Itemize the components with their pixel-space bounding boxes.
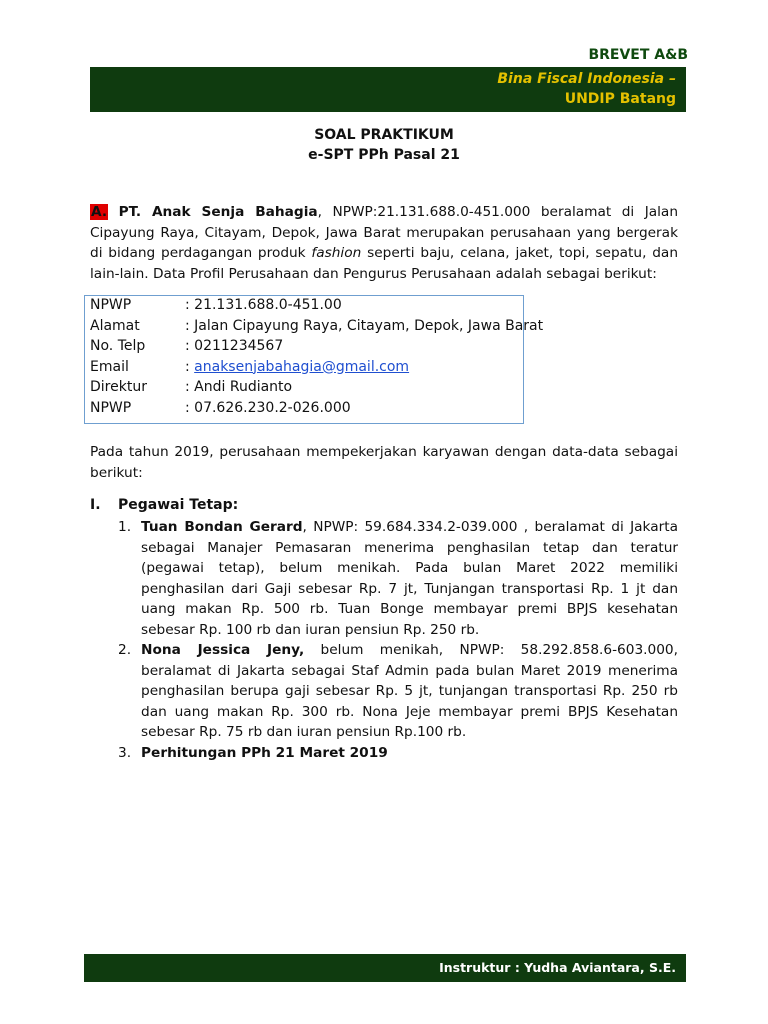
profile-value: : Andi Rudianto (185, 379, 293, 395)
instructor-label: Instruktur : Yudha Aviantara, S.E. (439, 960, 676, 975)
email-prefix: : (185, 358, 195, 375)
item-number: 2. (118, 642, 132, 658)
footer-band (84, 954, 686, 982)
intro-paragraph: Pada tahun 2019, perusahaan mempekerjakan karyawan dengan data-data sebagai berikut: (90, 444, 678, 481)
item-text: belum menikah, NPWP: 58.292.858.6-603.000, beralamat di Jakarta sebagai Staf Admin pada bulan Maret 2019 menerima penghasilan berupa gaji sebesar Rp. 5 jt, tunjangan transportasi Rp. 250 rb dan uang makan Rp. 300 rb. Nona Jeje membayar premi BPJS Kesehatan sebesar Rp. 75 rb dan iuran pensiun Rp.100 rb. (141, 642, 678, 740)
item-text: , NPWP: 59.684.334.2-039.000 , beralamat di Jakarta sebagai Manajer Pemasaran menerima penghasilan tetap dan teratur (pegawai tetap), belum menikah. Pada bulan Maret 2022 memiliki penghasilan dari Gaji sebesar Rp. 7 jt, Tunjangan transportasi Rp. 1 jt dan uang makan Rp. 500 rb. Tuan Bonge membayar premi BPJS kesehatan sebesar Rp. 100 rb dan iuran pensiun Rp. 250 rb. (141, 519, 678, 638)
company-name: PT. Anak Senja Bahagia (118, 204, 318, 220)
profile-key: Alamat (90, 317, 140, 334)
item-number: 3. (118, 745, 132, 761)
section-a-marker: A. (91, 204, 108, 220)
item-name: Tuan Bondan Gerard (141, 519, 303, 535)
profile-key: Email (90, 358, 129, 375)
org-line-2: UNDIP Batang (564, 91, 676, 107)
email-link[interactable]: anaksenjabahagia@gmail.com (194, 358, 410, 375)
profile-value: : 0211234567 (185, 338, 284, 354)
profile-key: Direktur (90, 379, 147, 395)
item-name: Perhitungan PPh 21 Maret 2019 (141, 745, 388, 761)
profile-value-email (185, 359, 409, 375)
profile-value: : Jalan Cipayung Raya, Citayam, Depok, Jawa Barat (185, 317, 544, 334)
profile-value: : 21.131.688.0-451.00 (185, 297, 342, 313)
list-item (118, 743, 678, 764)
brevet-label: BREVET A&B (588, 47, 688, 63)
profile-value: : 07.626.230.2-026.000 (185, 399, 351, 416)
profile-key: No. Telp (90, 338, 146, 354)
page-title: SOAL PRAKTIKUM (314, 127, 454, 143)
list-item (118, 640, 678, 743)
section-label: Pegawai Tetap: (118, 497, 239, 513)
section-a-text-pre: , NPWP:21.131.688.0-451.000 beralamat di Jalan Cipayung Raya, Citayam, Depok, Jawa Barat merupakan perusahaan yang bergerak di bidang perdagangan produk (90, 204, 678, 261)
list-item (118, 517, 678, 640)
header-band (90, 67, 686, 112)
item-name: Nona Jessica Jeny, (141, 642, 305, 658)
fashion-word: fashion (311, 245, 362, 261)
page-subtitle: e-SPT PPh Pasal 21 (308, 147, 460, 163)
section-a-text-post: seperti baju, celana, jaket, topi, sepatu, dan lain-lain. Data Profil Perusahaan dan Pengurus Perusahaan adalah sebagai berikut: (90, 245, 678, 282)
section-number: I. (90, 497, 101, 513)
profile-key: NPWP (90, 399, 132, 416)
profile-key: NPWP (90, 297, 132, 313)
company-profile-box (84, 295, 544, 424)
section-a-paragraph (90, 202, 678, 284)
item-number: 1. (118, 519, 132, 535)
org-line-1: Bina Fiscal Indonesia – (497, 71, 676, 87)
